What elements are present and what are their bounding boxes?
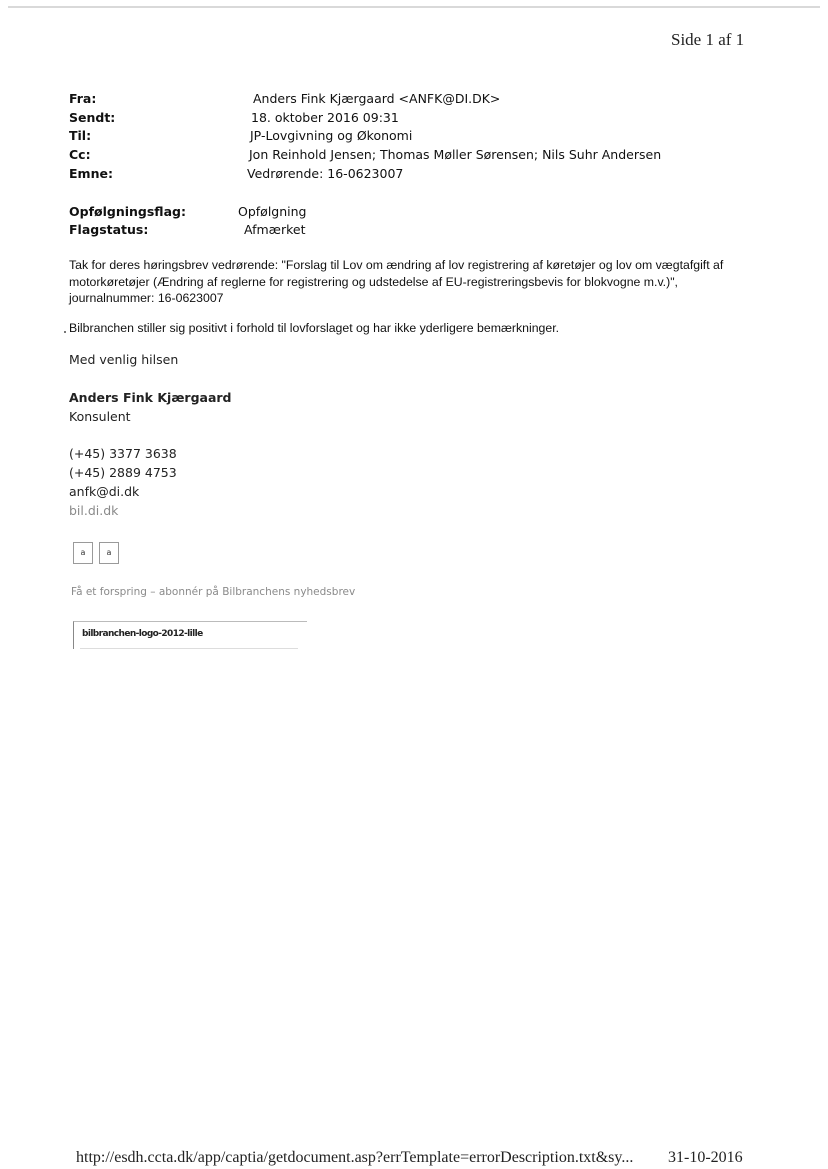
top-rule [8, 6, 820, 8]
page-number: Side 1 af 1 [671, 30, 745, 49]
social-icon-1[interactable]: a [73, 542, 93, 564]
header-label-cc: Cc: [69, 147, 91, 162]
flag-followup [69, 204, 769, 224]
logo-alt-text: bilbranchen-logo-2012-lille [82, 629, 203, 639]
header-from [69, 91, 769, 111]
logo-underline [80, 648, 298, 649]
header-label-sent: Sendt: [69, 110, 116, 125]
header-value-from: Anders Fink Kjærgaard <ANFK@DI.DK> [253, 91, 501, 106]
flag-status [69, 222, 769, 242]
header-value-subject: Vedrørende: 16-0623007 [247, 166, 404, 181]
signature-phone-2: (+45) 2889 4753 [69, 465, 177, 480]
signature-title: Konsulent [69, 409, 131, 424]
signature-name: Anders Fink Kjærgaard [69, 390, 232, 405]
flag-value-status: Afmærket [244, 222, 306, 237]
flag-label-status: Flagstatus: [69, 222, 149, 237]
header-label-from: Fra: [69, 91, 97, 106]
bilbranchen-logo-image [73, 621, 307, 649]
header-value-to: JP-Lovgivning og Økonomi [250, 128, 413, 143]
scan-speck [64, 331, 66, 333]
header-label-subject: Emne: [69, 166, 113, 181]
header-subject [69, 166, 769, 186]
header-to [69, 128, 769, 148]
newsletter-link[interactable]: Få et forspring – abonnér på Bilbranchens nyhedsbrev [71, 586, 356, 598]
body-paragraph-2: Bilbranchen stiller sig positivt i forhold til lovforslaget og har ikke yderligere bemærkninger. [69, 321, 560, 335]
signature-email-link[interactable]: anfk@di.dk [69, 484, 140, 499]
footer-url: http://esdh.ccta.dk/app/captia/getdocument.asp?errTemplate=errorDescription.txt&sy... [76, 1149, 634, 1166]
signature-website-link[interactable]: bil.di.dk [69, 503, 119, 518]
flag-label-followup: Opfølgningsflag: [69, 204, 186, 219]
signature-phone-1: (+45) 3377 3638 [69, 446, 177, 461]
social-icon-2[interactable]: a [99, 542, 119, 564]
greeting: Med venlig hilsen [69, 352, 179, 367]
flag-value-followup: Opfølgning [238, 204, 307, 219]
header-sent [69, 110, 769, 130]
header-value-cc: Jon Reinhold Jensen; Thomas Møller Sørensen; Nils Suhr Andersen [249, 147, 662, 162]
body-paragraph-1: Tak for deres høringsbrev vedrørende: "Forslag til Lov om ændring af lov registrering af køretøjer og lov om vægtafgift af motorkøretøjer (Ændring af reglerne for registrering og udstedelse af EU-registreringsbevis for blokvogne m.v.)", journalnummer: 16-0623007 [69, 258, 724, 305]
footer-date: 31-10-2016 [668, 1149, 743, 1166]
header-label-to: Til: [69, 128, 92, 143]
header-cc [69, 147, 769, 167]
header-value-sent: 18. oktober 2016 09:31 [251, 110, 399, 125]
